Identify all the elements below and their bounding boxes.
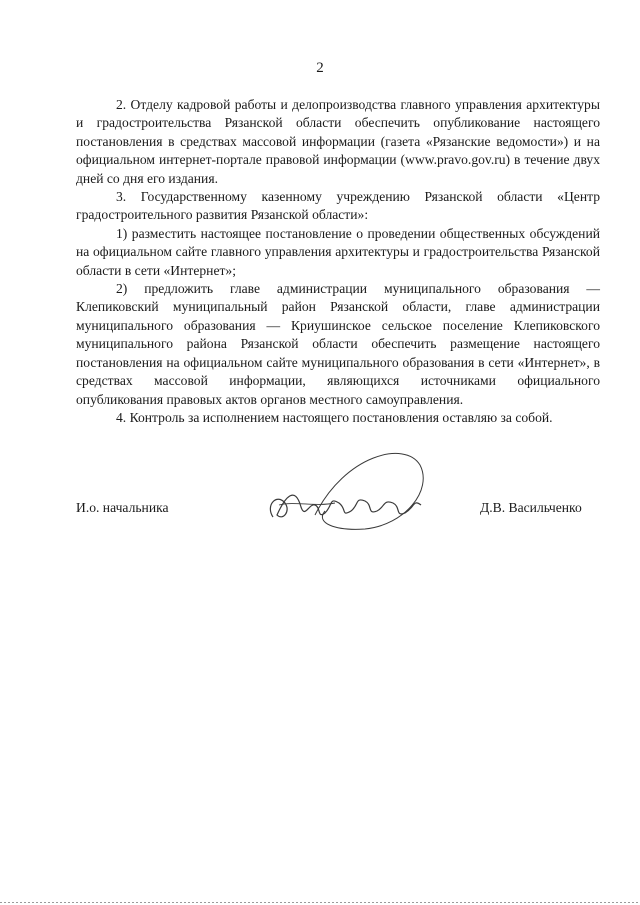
paragraph-item-2: 2. Отделу кадровой работы и делопроизводства главного управления архитектуры и градостроительства Рязанской области обеспечить опубликование настоящего постановления в средствах массовой информации (газета «Рязанские ведомости») и на официальном интернет-портале правовой информации (www.pravo.gov.ru) в течение двух дней со дня его издания.	[76, 97, 600, 186]
signatory-name: Д.В. Васильченко	[480, 500, 582, 515]
signatory-title: И.о. начальника	[76, 500, 169, 515]
handwritten-signature	[255, 445, 435, 535]
paragraph-item-4: 4. Контроль за исполнением настоящего постановления оставляю за собой.	[116, 409, 553, 425]
document-body	[76, 96, 600, 427]
paragraph-subitem-3-2: 2) предложить главе администрации муниципального образования — Клепиковский муниципальный район Рязанской области, главе администрации муниципального образования — Криушинское сельское поселение Клепиковского муниципального района Рязанской области обеспечить размещение настоящего постановления на официальном сайте муниципального образования в сети «Интернет», в средствах массовой информации, являющихся источниками официального опубликования правовых актов органов местного самоуправления.	[76, 281, 600, 407]
paragraph-item-3: 3. Государственному казенному учреждению Рязанской области «Центр градостроительного развития Рязанской области»:	[76, 189, 600, 223]
page-number: 2	[316, 60, 324, 76]
paragraph-subitem-3-1: 1) разместить настоящее постановление о проведении общественных обсуждений на официальном сайте главного управления архитектуры и градостроительства Рязанской области в сети «Интернет»;	[76, 225, 600, 278]
scan-edge-line	[0, 902, 640, 903]
